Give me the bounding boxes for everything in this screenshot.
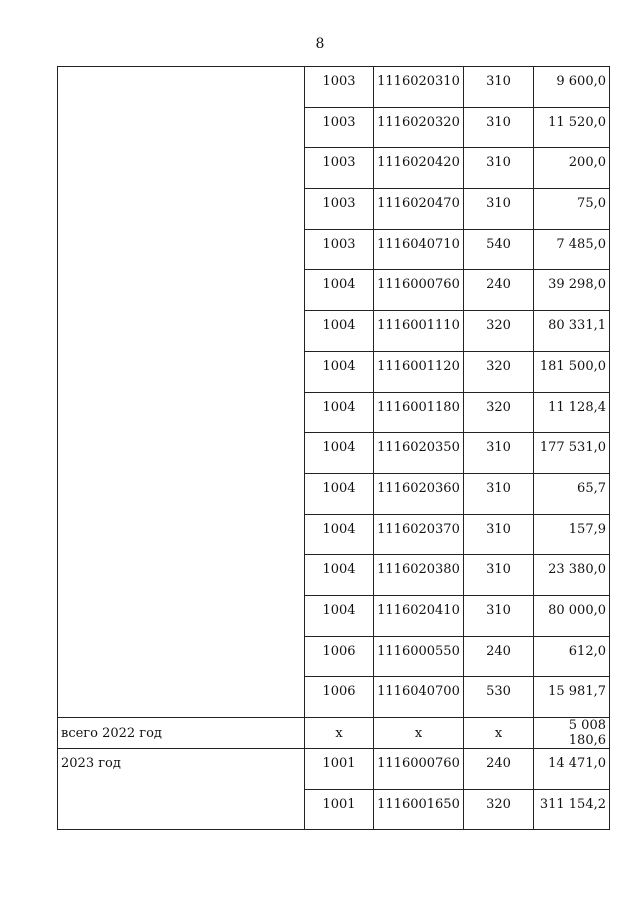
section-code-cell: 1003 [305, 67, 374, 108]
amount-cell: 612,0 [534, 636, 610, 677]
amount-cell: 200,0 [534, 148, 610, 189]
target-code-cell: 1116020350 [374, 433, 464, 474]
section-code-cell: 1004 [305, 270, 374, 311]
section-code-cell: 1004 [305, 392, 374, 433]
expense-type-cell: 310 [464, 189, 534, 230]
target-code-cell: 1116001180 [374, 392, 464, 433]
target-code-cell: 1116020370 [374, 514, 464, 555]
section-code-cell: 1001 [305, 749, 374, 790]
section-code-cell: 1004 [305, 555, 374, 596]
table-row [58, 67, 610, 108]
amount-cell: 7 485,0 [534, 229, 610, 270]
amount-cell: 80 331,1 [534, 311, 610, 352]
target-code-cell: 1116001110 [374, 311, 464, 352]
section-code-cell: 1004 [305, 595, 374, 636]
expense-type-cell: 310 [464, 595, 534, 636]
expense-type-cell: 530 [464, 677, 534, 718]
section-code-cell: 1003 [305, 107, 374, 148]
section-code-cell: 1004 [305, 351, 374, 392]
expense-type-cell: 240 [464, 270, 534, 311]
section-code-cell: х [305, 718, 374, 749]
amount-cell: 23 380,0 [534, 555, 610, 596]
section-code-cell: 1004 [305, 433, 374, 474]
expense-type-cell: 540 [464, 229, 534, 270]
target-code-cell: 1116020420 [374, 148, 464, 189]
amount-cell: 75,0 [534, 189, 610, 230]
amount-cell: 14 471,0 [534, 749, 610, 790]
section-code-cell: 1006 [305, 677, 374, 718]
amount-cell: 157,9 [534, 514, 610, 555]
target-code-cell: 1116000550 [374, 636, 464, 677]
expense-type-cell: х [464, 718, 534, 749]
section-code-cell: 1004 [305, 311, 374, 352]
budget-table-body [58, 67, 610, 830]
expense-type-cell: 320 [464, 311, 534, 352]
expense-type-cell: 320 [464, 351, 534, 392]
table-row [58, 749, 610, 790]
total-row [58, 718, 610, 749]
expense-type-cell: 310 [464, 107, 534, 148]
expense-type-cell: 240 [464, 636, 534, 677]
target-code-cell: 1116020470 [374, 189, 464, 230]
target-code-cell: 1116001120 [374, 351, 464, 392]
expense-type-cell: 240 [464, 749, 534, 790]
target-code-cell: х [374, 718, 464, 749]
amount-cell: 311 154,2 [534, 789, 610, 830]
total-label: всего 2022 год [58, 718, 305, 749]
section-code-cell: 1006 [305, 636, 374, 677]
target-code-cell: 1116040700 [374, 677, 464, 718]
expense-type-cell: 320 [464, 392, 534, 433]
target-code-cell: 1116000760 [374, 749, 464, 790]
expense-type-cell: 310 [464, 473, 534, 514]
amount-cell: 181 500,0 [534, 351, 610, 392]
section-code-cell: 1001 [305, 789, 374, 830]
page-number: 8 [315, 36, 325, 52]
group-label-cell [58, 67, 305, 718]
amount-cell: 5 008 180,6 [534, 718, 610, 749]
amount-cell: 15 981,7 [534, 677, 610, 718]
expense-type-cell: 310 [464, 67, 534, 108]
expense-type-cell: 310 [464, 433, 534, 474]
amount-cell: 80 000,0 [534, 595, 610, 636]
amount-cell: 11 520,0 [534, 107, 610, 148]
expense-type-cell: 310 [464, 514, 534, 555]
target-code-cell: 1116020360 [374, 473, 464, 514]
section-code-cell: 1003 [305, 189, 374, 230]
target-code-cell: 1116020310 [374, 67, 464, 108]
amount-cell: 65,7 [534, 473, 610, 514]
amount-cell: 177 531,0 [534, 433, 610, 474]
target-code-cell: 1116040710 [374, 229, 464, 270]
target-code-cell: 1116001650 [374, 789, 464, 830]
expense-type-cell: 310 [464, 555, 534, 596]
expense-type-cell: 320 [464, 789, 534, 830]
section-code-cell: 1003 [305, 229, 374, 270]
target-code-cell: 1116020410 [374, 595, 464, 636]
expense-type-cell: 310 [464, 148, 534, 189]
target-code-cell: 1116020320 [374, 107, 464, 148]
amount-cell: 11 128,4 [534, 392, 610, 433]
amount-cell: 9 600,0 [534, 67, 610, 108]
budget-table [57, 66, 610, 830]
amount-cell: 39 298,0 [534, 270, 610, 311]
target-code-cell: 1116000760 [374, 270, 464, 311]
section-code-cell: 1003 [305, 148, 374, 189]
section-code-cell: 1004 [305, 514, 374, 555]
target-code-cell: 1116020380 [374, 555, 464, 596]
year-label: 2023 год [58, 749, 305, 830]
section-code-cell: 1004 [305, 473, 374, 514]
